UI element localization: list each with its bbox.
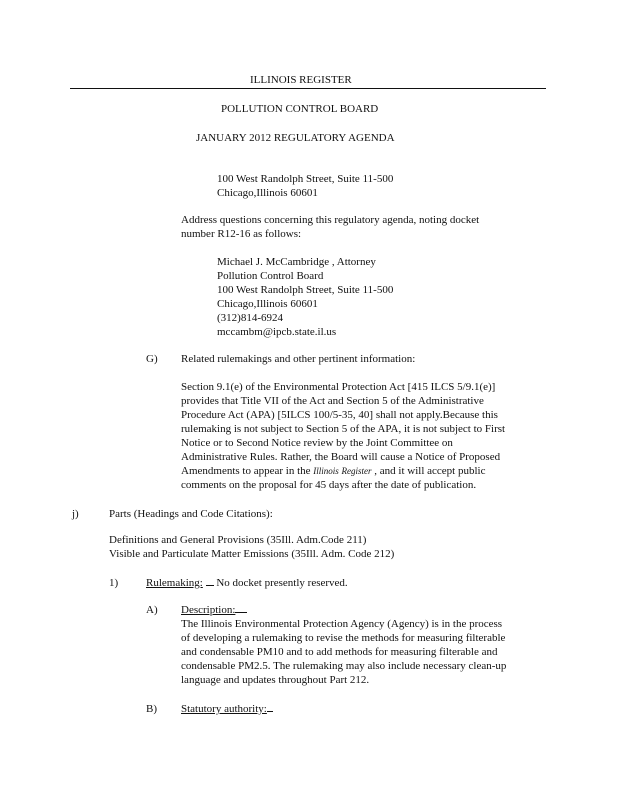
item-g-title: Related rulemakings and other pertinent information: [181, 353, 416, 365]
underline-extension [206, 585, 214, 586]
publication-name-italic: Register [341, 466, 372, 476]
header-rule [70, 88, 546, 89]
questions-paragraph [181, 213, 479, 241]
description-label: Description: [181, 604, 236, 616]
paragraph-line: rulemaking is not subject to Section 5 of the APA, it is not subject to First [181, 423, 506, 435]
questions-line: Address questions concerning this regulatory agenda, noting docket [181, 214, 480, 226]
rulemaking-marker: 1) [109, 577, 119, 589]
journal-title: ILLINOIS REGISTER [250, 74, 352, 86]
paragraph-line: Procedure Act (APA) [5ILCS 100/5-35, 40] shall not apply.Because this [181, 409, 498, 421]
description-line: The Illinois Environmental Protection Agency (Agency) is in the process [181, 618, 503, 630]
item-g-paragraph [181, 380, 505, 492]
description-line: and condensable PM10 and to add methods for measuring filterable and [181, 646, 498, 658]
code-citations [109, 533, 394, 561]
citation-line: Definitions and General Provisions (35Ill. Adm.Code 211) [109, 534, 367, 546]
line-text: Amendments to appear in the [181, 465, 311, 477]
publication-name-italic: Illinois [313, 466, 339, 476]
authority-marker: B) [146, 703, 157, 715]
contact-email: mccambm@ipcb.state.il.us [217, 326, 337, 338]
rulemaking-text: No docket presently reserved. [216, 577, 348, 589]
paragraph-line: Administrative Rules. Rather, the Board will cause a Notice of Proposed [181, 451, 501, 463]
paragraph-line: Notice or to Second Notice review by the Joint Committee on [181, 437, 453, 449]
paragraph-line: comments on the proposal for 45 days after the date of publication. [181, 479, 477, 491]
item-g-marker: G) [146, 353, 158, 365]
contact-street: 100 West Randolph Street, Suite 11-500 [217, 284, 394, 296]
paragraph-line: Section 9.1(e) of the Environmental Protection Act [415 ILCS 5/9.1(e)] [181, 381, 496, 393]
address-line: 100 West Randolph Street, Suite 11-500 [217, 173, 394, 185]
description-line: condensable PM2.5. The rulemaking may also include necessary clean-up [181, 660, 507, 672]
line-text: , and it will accept public [374, 465, 486, 477]
citation-line: Visible and Particulate Matter Emissions (35Ill. Adm. Code 212) [109, 548, 395, 560]
paragraph-line [181, 464, 505, 478]
paragraph-line: provides that Title VII of the Act and Section 5 of the Administrative [181, 395, 484, 407]
item-j-title: Parts (Headings and Code Citations): [109, 508, 273, 520]
contact-block [217, 255, 393, 339]
address-block [217, 172, 393, 200]
authority-line [181, 702, 273, 716]
contact-agency: Pollution Control Board [217, 270, 324, 282]
agenda-title: JANUARY 2012 REGULATORY AGENDA [196, 132, 395, 144]
rulemaking-label: Rulemaking: [146, 577, 203, 589]
questions-line: number R12-16 as follows: [181, 228, 302, 240]
description-line: of developing a rulemaking to revise the methods for measuring filterable [181, 632, 506, 644]
description-block [181, 603, 506, 687]
description-marker: A) [146, 604, 158, 616]
contact-phone: (312)814-6924 [217, 312, 283, 324]
authority-label: Statutory authority: [181, 703, 267, 715]
underline-extension [235, 612, 247, 613]
contact-name: Michael J. McCambridge , Attorney [217, 256, 376, 268]
rulemaking-line [146, 576, 348, 590]
contact-city: Chicago,Illinois 60601 [217, 298, 318, 310]
address-line: Chicago,Illinois 60601 [217, 187, 318, 199]
underline-extension [267, 711, 273, 712]
description-line: language and updates throughout Part 212. [181, 674, 370, 686]
item-j-marker: j) [72, 508, 79, 520]
agency-title: POLLUTION CONTROL BOARD [221, 103, 379, 115]
